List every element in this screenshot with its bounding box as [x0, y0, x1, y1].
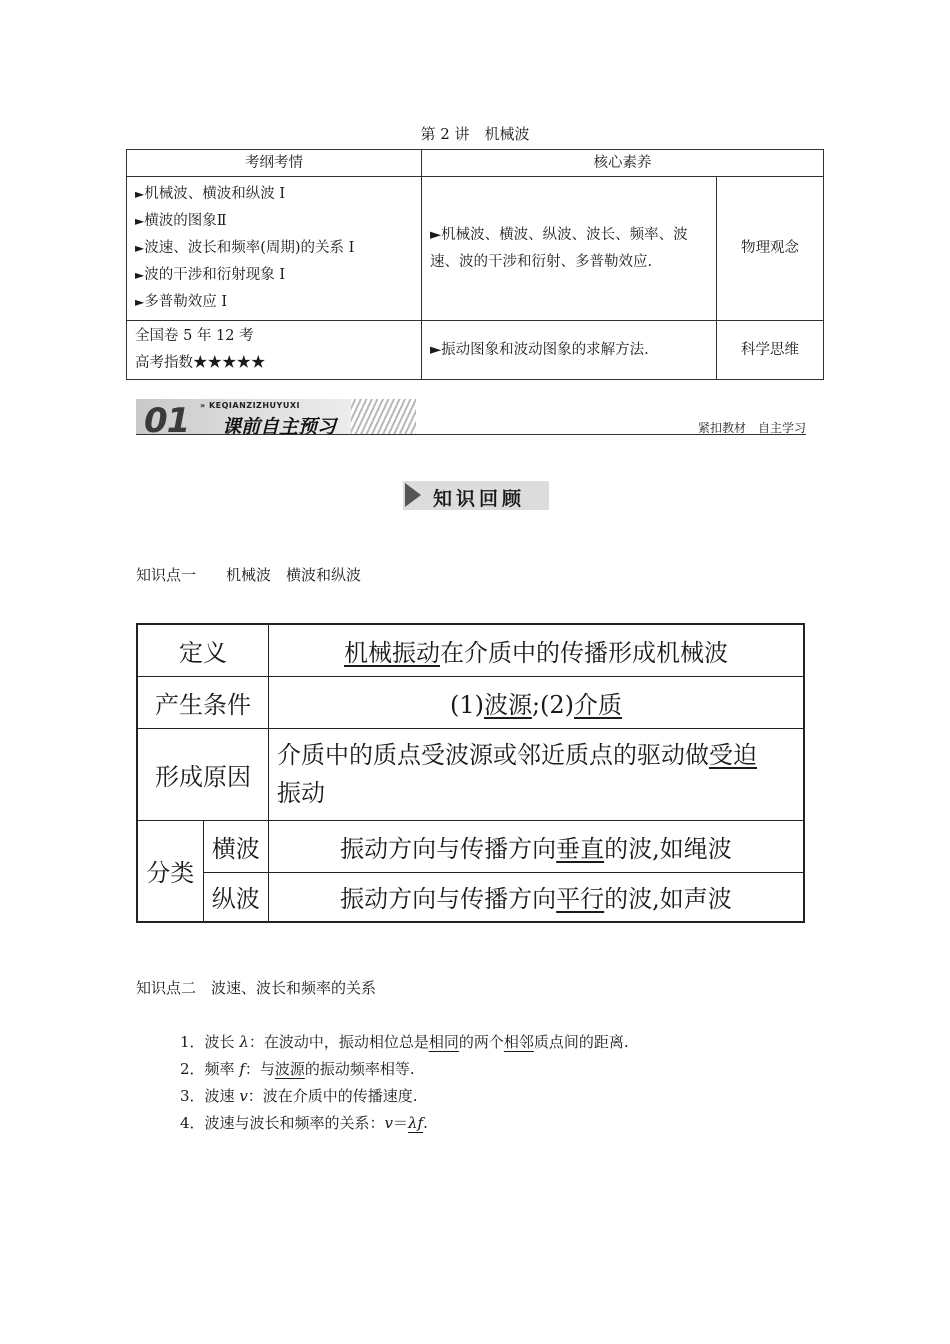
- v-symbol: v: [384, 1114, 394, 1132]
- syllabus-header-right: 核心素养: [422, 150, 824, 177]
- longitudinal-text-b: 的波,如声波: [604, 885, 732, 914]
- class-label: 分类: [137, 820, 203, 922]
- item2-source: 波源: [274, 1060, 305, 1078]
- list-item: [180, 1085, 418, 1106]
- concept-science: 科学思维: [717, 321, 824, 380]
- exam-info: 全国卷 5 年 12 考: [135, 328, 254, 344]
- item1-text3: 质点间的距离.: [533, 1033, 629, 1051]
- bullet-item: ► 波速、波长和频率(周期)的关系 I: [135, 235, 413, 262]
- transverse-cell: [269, 820, 805, 872]
- transverse-perpendicular: 垂直: [556, 834, 605, 863]
- concept-physics: 物理观念: [717, 177, 824, 321]
- cause-text: 介质中的质点受波源或邻近质点的驱动做: [277, 741, 709, 769]
- point2-title: 知识点二 波速、波长和频率的关系: [136, 979, 377, 997]
- cond-sep: ;(2): [531, 690, 575, 719]
- cause-cell: [269, 728, 805, 820]
- transverse-text-a: 振动方向与传播方向: [340, 834, 557, 863]
- point1-title: 知识点一 机械波 横波和纵波: [136, 566, 362, 584]
- literacy-text-1: ►机械波、横波、纵波、波长、频率、波速、波的干涉和衍射、多普勒效应.: [422, 177, 717, 321]
- longitudinal-cell: [269, 872, 805, 922]
- lambda-symbol: λ: [239, 1033, 249, 1051]
- knowledge-review-header: [403, 481, 549, 510]
- def-text: 在介质中的传播形成机械波: [440, 638, 728, 667]
- banner-number: 01: [144, 401, 190, 441]
- longitudinal-parallel: 平行: [556, 885, 605, 914]
- transverse-label: 横波: [203, 820, 269, 872]
- lecture-title: 第 2 讲 机械波: [420, 125, 530, 143]
- item3-label: 3．波速: [180, 1087, 240, 1105]
- def-label: 定义: [137, 624, 269, 676]
- cond-source: 波源: [483, 690, 532, 719]
- bullet-item: ► 多普勒效应 I: [135, 289, 413, 316]
- bullet-item: ► 机械波、横波和纵波 I: [135, 181, 413, 208]
- play-arrow-icon: [405, 483, 421, 507]
- item2-text2: 的振动频率相等.: [304, 1060, 415, 1078]
- syllabus-bullets: [127, 177, 422, 321]
- item1-same: 相同: [428, 1033, 459, 1051]
- cond-label: 产生条件: [137, 676, 269, 728]
- literacy-text-2: ►振动图象和波动图象的求解方法.: [422, 321, 717, 380]
- list-item: [180, 1031, 629, 1052]
- cond-cell: [269, 676, 805, 728]
- item3-text: ：波在介质中的传播速度.: [247, 1087, 418, 1105]
- item2-text: ：与: [244, 1060, 275, 1078]
- syllabus-header-left: 考纲考情: [127, 150, 422, 177]
- cause-forced: 受迫: [709, 741, 757, 769]
- item4-label: 4．波速与波长和频率的关系：: [180, 1114, 385, 1132]
- exam-index: 高考指数★★★★★: [135, 355, 266, 371]
- syllabus-table: [126, 149, 824, 380]
- banner-pinyin: » KEQIANZIZHUYUXI: [200, 401, 300, 410]
- item1-adjacent: 相邻: [503, 1033, 534, 1051]
- list-item: [180, 1112, 428, 1133]
- banner-subtitle: 紧扣教材 自主学习: [697, 421, 806, 435]
- bullet-item: ► 横波的图象Ⅱ: [135, 208, 413, 235]
- cause-end: 振动: [277, 779, 325, 807]
- equals-sign: ＝: [393, 1114, 409, 1132]
- item1-label: 1．波长: [180, 1033, 240, 1051]
- longitudinal-text-a: 振动方向与传播方向: [340, 885, 557, 914]
- def-underlined: 机械振动: [344, 638, 440, 667]
- lambda-f: λf: [408, 1114, 424, 1132]
- section-banner: [136, 397, 806, 441]
- item4-end: .: [423, 1114, 428, 1132]
- longitudinal-label: 纵波: [203, 872, 269, 922]
- knowledge-review-label: 知识回顾: [433, 488, 526, 510]
- wave-table: [136, 623, 805, 923]
- item2-label: 2．频率: [180, 1060, 240, 1078]
- banner-title: 课前自主预习: [222, 416, 337, 438]
- list-item: [180, 1058, 415, 1079]
- v-symbol: v: [239, 1087, 248, 1105]
- cause-label: 形成原因: [137, 728, 269, 820]
- bullet-item: ► 波的干涉和衍射现象 I: [135, 262, 413, 289]
- item1-text: ：在波动中，振动相位总是: [248, 1033, 429, 1051]
- def-cell: [269, 624, 805, 676]
- f-symbol: f: [239, 1060, 245, 1078]
- banner-rule: [136, 434, 806, 435]
- transverse-text-b: 的波,如绳波: [604, 834, 732, 863]
- exam-stats: [127, 321, 422, 380]
- banner-stripes: [351, 399, 416, 435]
- cond-medium: 介质: [574, 690, 623, 719]
- item1-text2: 的两个: [458, 1033, 504, 1051]
- cond-num-1: (1): [449, 690, 484, 719]
